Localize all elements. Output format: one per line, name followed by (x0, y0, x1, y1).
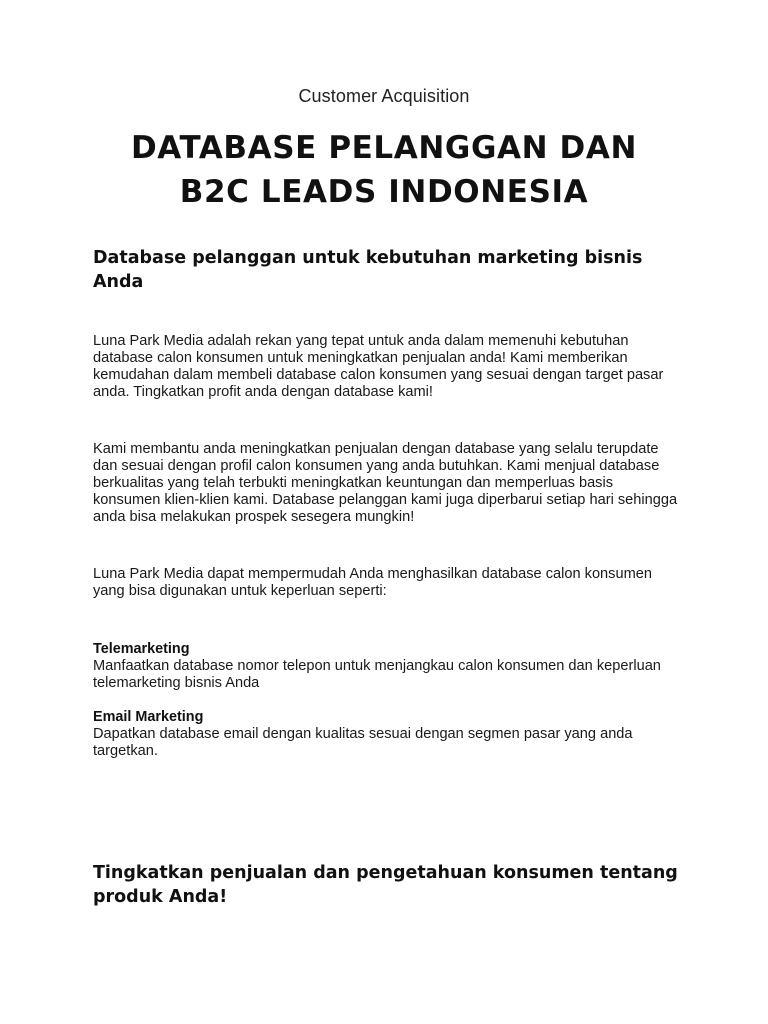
section-subtitle: Database pelanggan untuk kebutuhan marketing bisnis Anda (93, 248, 643, 292)
use-item-telemarketing (93, 641, 683, 692)
page-title (60, 126, 708, 214)
use-item-email-marketing (93, 709, 683, 760)
uses-intro-paragraph: Luna Park Media dapat mempermudah Anda menghasilkan database calon konsumen yang bisa digunakan untuk keperluan seperti: (93, 566, 652, 599)
use-item-description: Manfaatkan database nomor telepon untuk menjangkau calon konsumen dan keperluan telemarketing bisnis Anda (93, 658, 661, 691)
use-item-description: Dapatkan database email dengan kualitas sesuai dengan segmen pasar yang anda targetkan. (93, 726, 633, 759)
category-label: Customer Acquisition (298, 86, 470, 106)
closing-heading: Tingkatkan penjualan dan pengetahuan konsumen tentang produk Anda! (93, 863, 678, 907)
page-title-line-1: DATABASE PELANGGAN DAN (130, 130, 638, 166)
page-title-line-2: B2C LEADS INDONESIA (179, 174, 589, 210)
intro-paragraph: Luna Park Media adalah rekan yang tepat untuk anda dalam memenuhi kebutuhan database calon konsumen untuk meningkatkan penjualan anda! Kami memberikan kemudahan dalam membeli database calon konsumen yang sesuai dengan target pasar anda. Tingkatkan profit anda dengan database kami! (93, 333, 664, 400)
benefits-paragraph: Kami membantu anda meningkatkan penjualan dengan database yang selalu terupdate dan sesuai dengan profil calon konsumen yang anda butuhkan. Kami menjual database berkualitas yang telah terbukti meningkatkan keuntungan dan memperluas basis konsumen klien-klien kami. Database pelanggan kami juga diperbarui setiap hari sehingga anda bisa melakukan prospek sesegera mungkin! (93, 441, 678, 525)
use-item-title: Telemarketing (93, 641, 190, 657)
use-item-title: Email Marketing (93, 709, 204, 725)
